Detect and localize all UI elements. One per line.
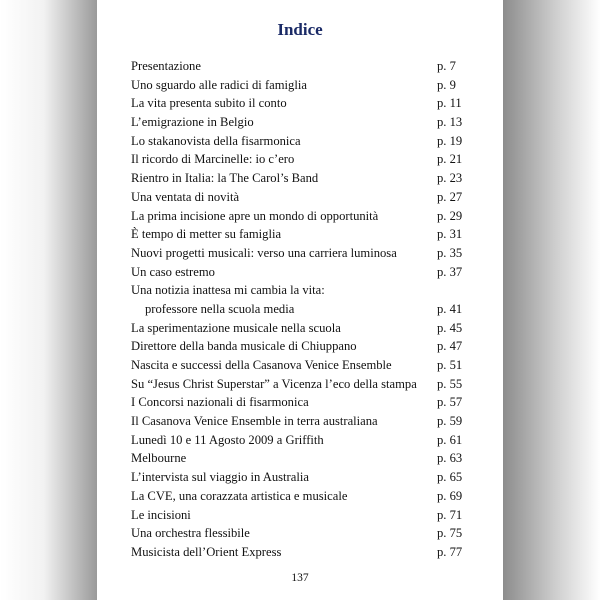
toc-entry — [131, 94, 461, 113]
toc-entry-page: p. 45 — [437, 320, 463, 335]
toc-entry-page: p. 41 — [437, 301, 463, 316]
toc-entry-title: Su “Jesus Christ Superstar” a Vicenza l’eco della stampa — [131, 376, 417, 391]
toc-entry — [131, 506, 461, 525]
toc-entry-page: p. 63 — [437, 451, 463, 466]
toc-entry — [131, 300, 461, 319]
toc-entry-title: I Concorsi nazionali di fisarmonica — [131, 395, 309, 410]
toc-entry — [131, 207, 461, 226]
toc-entry-title: Lunedì 10 e 11 Agosto 2009 a Griffith — [131, 432, 324, 447]
toc-entry — [131, 132, 461, 151]
toc-entry — [131, 57, 461, 76]
left-background — [0, 0, 97, 600]
right-background — [503, 0, 600, 600]
toc-entry-page: p. 75 — [437, 526, 463, 541]
toc-entry — [131, 468, 461, 487]
toc-entry-page: p. 7 — [437, 59, 456, 73]
toc-entry — [131, 375, 461, 394]
toc-entry-title: Il Casanova Venice Ensemble in terra australiana — [131, 414, 378, 429]
toc-entry-title: Un caso estremo — [131, 264, 215, 279]
toc-entry-title: Rientro in Italia: la The Carol’s Band — [131, 171, 319, 186]
toc-entry-title: La sperimentazione musicale nella scuola — [131, 320, 341, 335]
toc-entry-page: p. 71 — [437, 507, 463, 522]
toc-entry-page: p. 77 — [437, 544, 463, 559]
toc-entry-title: La prima incisione apre un mondo di opportunità — [131, 208, 379, 223]
toc-entry-page: p. 65 — [437, 470, 463, 485]
toc-entry-page: p. 61 — [437, 432, 463, 447]
page-number: 137 — [291, 572, 309, 584]
toc-entry-title: La CVE, una corazzata artistica e musicale — [131, 488, 348, 503]
toc-entry-title: È tempo di metter su famiglia — [131, 227, 282, 242]
toc-entry-title: Le incisioni — [131, 507, 191, 522]
toc-entry-title: Uno sguardo alle radici di famiglia — [131, 77, 307, 92]
toc-entry — [131, 356, 461, 375]
toc-entry-title: Una orchestra flessibile — [131, 526, 250, 541]
toc-entry-page: p. 13 — [437, 115, 463, 130]
toc-entry-page: p. 31 — [437, 227, 463, 242]
toc-entry-page: p. 29 — [437, 208, 463, 223]
toc-entry — [131, 76, 461, 95]
toc-entry — [131, 524, 461, 543]
toc-entry-title: Una ventata di novità — [131, 189, 240, 204]
toc-entry-page: p. 59 — [437, 414, 463, 429]
toc-entry — [131, 431, 461, 450]
toc-entry-title: Una notizia inattesa mi cambia la vita: — [131, 283, 325, 298]
toc-entry — [131, 319, 461, 338]
toc-entry — [131, 150, 461, 169]
toc-entry-title: Nuovi progetti musicali: verso una carriera luminosa — [131, 245, 397, 260]
toc-entry — [131, 449, 461, 468]
book-page — [97, 0, 503, 600]
toc-entry — [131, 188, 461, 207]
toc-entry-title: L’intervista sul viaggio in Australia — [131, 470, 309, 485]
toc-entry-title: Il ricordo di Marcinelle: io c’ero — [131, 152, 295, 167]
toc-entry — [131, 281, 461, 300]
toc-entry-page: p. 51 — [437, 358, 463, 372]
toc-entry — [131, 412, 461, 431]
toc-entry-page: p. 21 — [437, 152, 463, 167]
toc-entry-page: p. 35 — [437, 245, 463, 260]
page-title: Indice — [277, 20, 323, 39]
toc-entry-page: p. 23 — [437, 171, 463, 186]
toc-entry — [131, 225, 461, 244]
toc-entry — [131, 244, 461, 263]
toc-entry-page: p. 11 — [437, 96, 462, 111]
toc-entry — [131, 487, 461, 506]
toc-entry-page: p. 47 — [437, 339, 463, 354]
toc-entry-title: La vita presenta subito il conto — [131, 96, 287, 111]
toc-entry-title: Musicista dell’Orient Express — [131, 544, 282, 559]
toc-entry — [131, 393, 461, 412]
toc-entry-title: Nascita e successi della Casanova Venice Ensemble — [131, 358, 392, 372]
toc-entry-page: p. 37 — [437, 264, 463, 279]
toc-entry — [131, 543, 461, 562]
toc-entry-title: Direttore della banda musicale di Chiuppano — [131, 339, 357, 354]
toc-entry-page: p. 19 — [437, 133, 463, 148]
toc-entry-title: L’emigrazione in Belgio — [131, 115, 254, 130]
table-of-contents — [131, 57, 461, 562]
toc-entry-page: p. 57 — [437, 395, 463, 410]
toc-entry-title: Lo stakanovista della fisarmonica — [131, 133, 301, 148]
toc-entry-page: p. 69 — [437, 488, 463, 503]
toc-entry — [131, 337, 461, 356]
toc-entry — [131, 263, 461, 282]
toc-entry-page: p. 27 — [437, 189, 463, 204]
toc-entry-title: Presentazione — [131, 59, 201, 73]
toc-entry-title: Melbourne — [131, 451, 187, 466]
toc-entry-title: professore nella scuola media — [145, 301, 295, 316]
toc-entry — [131, 169, 461, 188]
toc-entry — [131, 113, 461, 132]
toc-entry-page: p. 55 — [437, 376, 463, 391]
toc-entry-page: p. 9 — [437, 77, 456, 92]
